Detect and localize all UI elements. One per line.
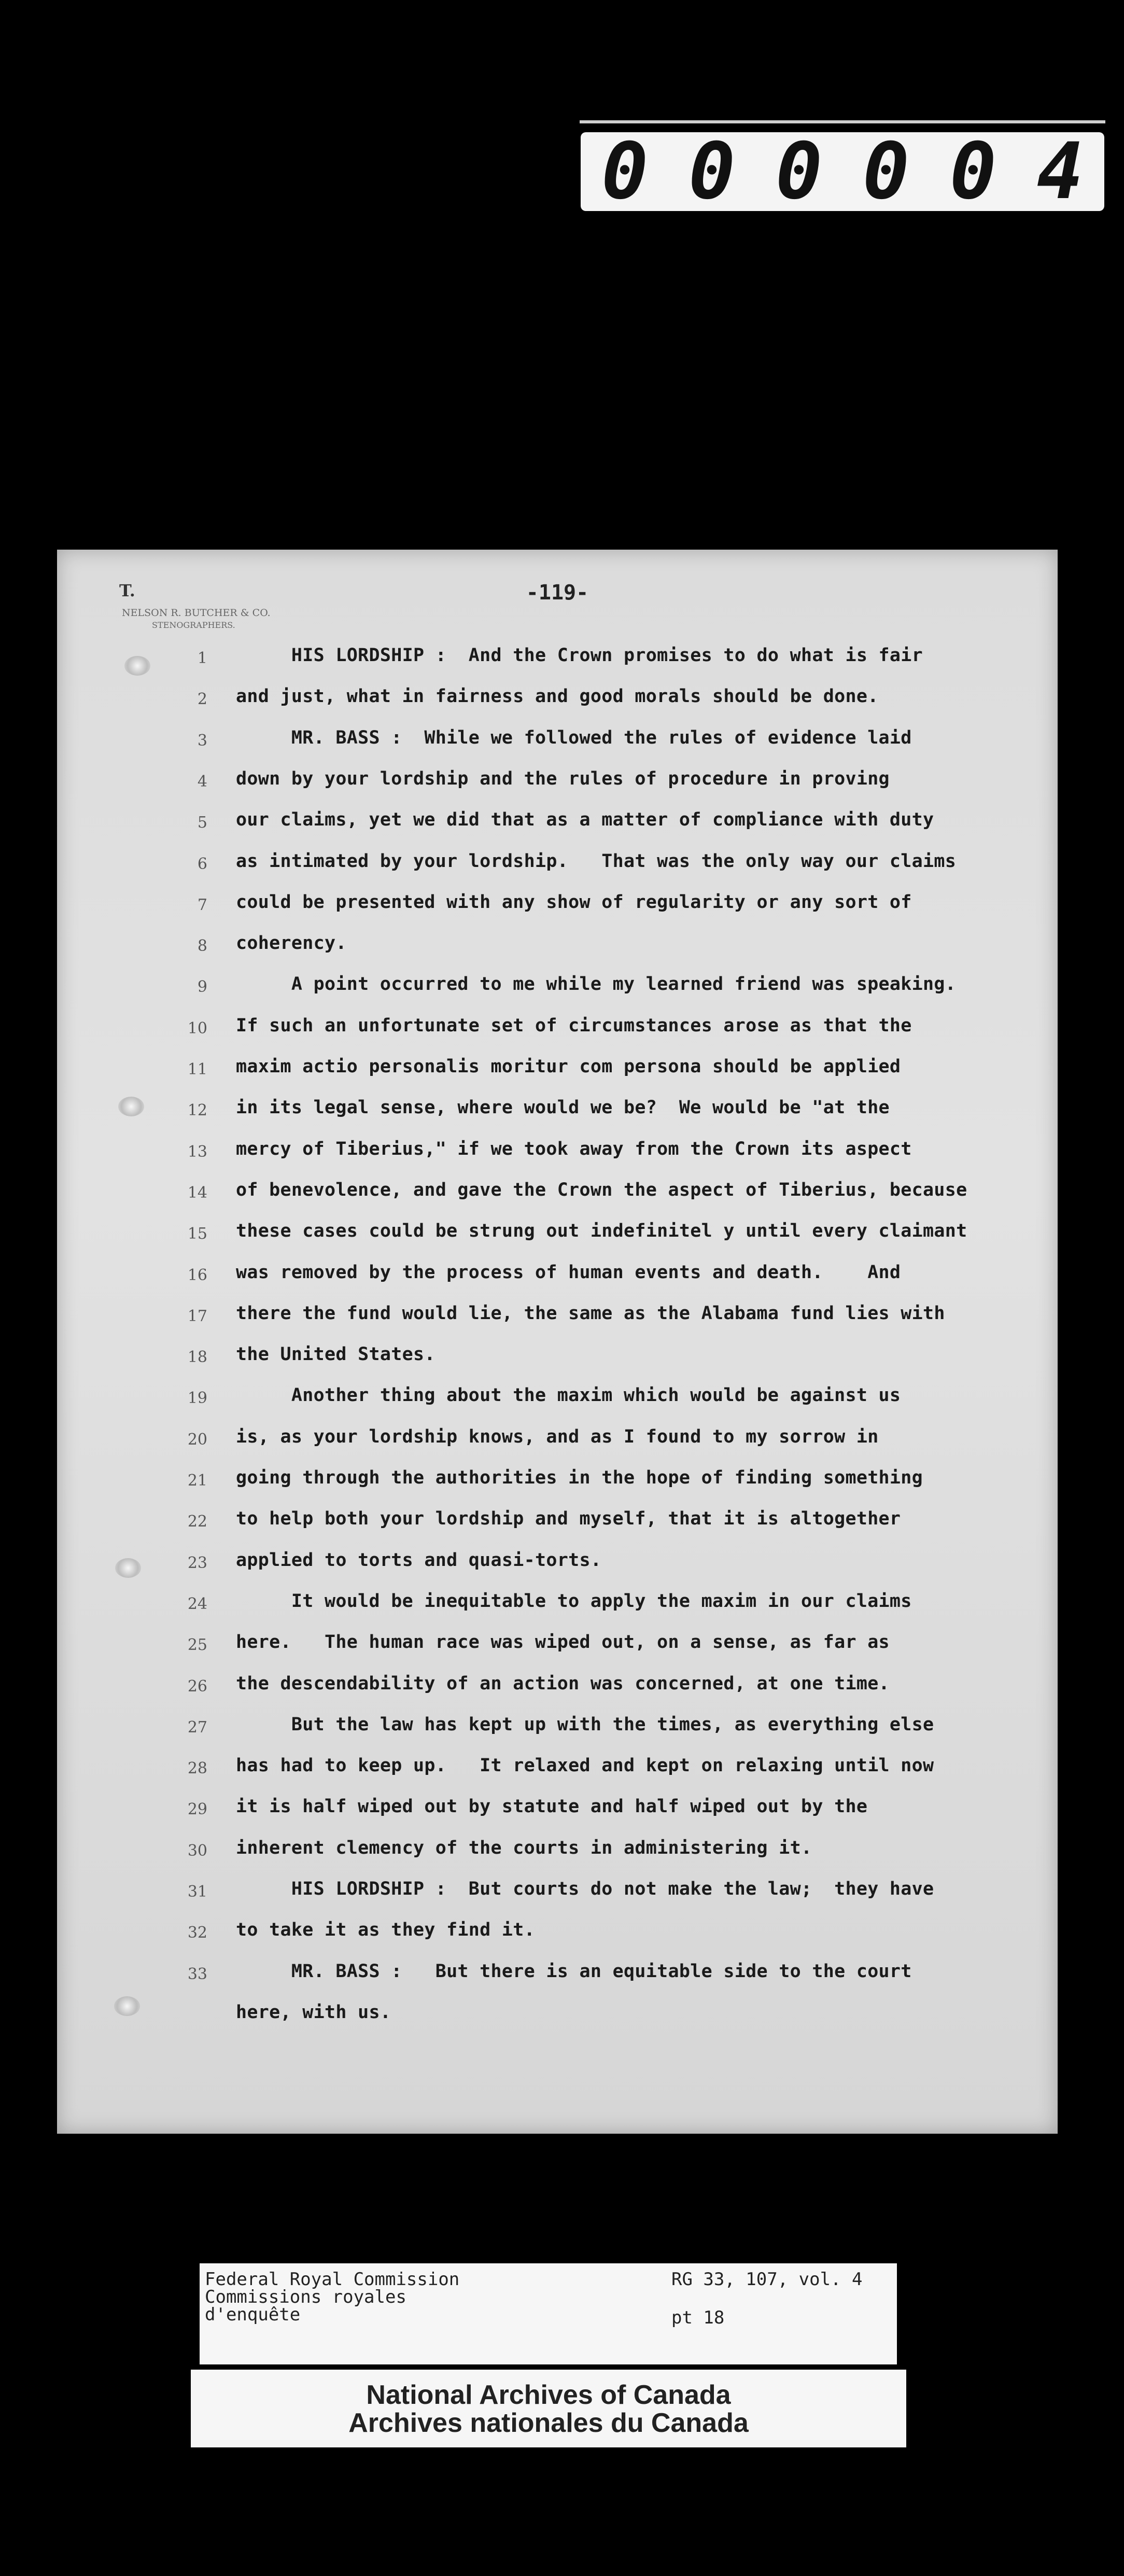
- transcript-line: [57, 1707, 1058, 1748]
- line-number: 33: [187, 1965, 207, 1983]
- archives-name-fr: Archives nationales du Canada: [348, 2408, 749, 2438]
- reference-block: [671, 2271, 862, 2327]
- line-text: here, with us.: [236, 2001, 391, 2023]
- line-number: 16: [187, 1266, 207, 1284]
- transcript-line: [57, 1543, 1058, 1584]
- line-number: 17: [187, 1307, 207, 1325]
- line-text: maxim actio personalis moritur com persona should be applied: [236, 1056, 901, 1077]
- transcript-line: [57, 1912, 1058, 1953]
- line-number: 9: [197, 978, 207, 997]
- line-number: 28: [187, 1759, 207, 1778]
- transcript-line: [57, 1625, 1058, 1665]
- line-number: 25: [187, 1636, 207, 1655]
- archives-name-en: National Archives of Canada: [366, 2380, 731, 2410]
- transcript-line: [57, 885, 1058, 926]
- transcript-line: [57, 1378, 1058, 1419]
- counter-rule: [580, 120, 1105, 123]
- transcript-line: [57, 1995, 1058, 2036]
- transcript-line: [57, 1789, 1058, 1830]
- transcript-line: [57, 1090, 1058, 1131]
- line-text: mercy of Tiberius," if we took away from the Crown its aspect: [236, 1138, 912, 1159]
- line-text: our claims, yet we did that as a matter of compliance with duty: [236, 809, 934, 831]
- line-text: HIS LORDSHIP : But courts do not make the law; they have: [236, 1879, 934, 1899]
- transcript-line: [57, 802, 1058, 843]
- line-text: is, as your lordship knows, and as I found to my sorrow in: [236, 1426, 879, 1447]
- line-text: MR. BASS : But there is an equitable side to the court: [236, 1961, 912, 1982]
- line-number: 27: [187, 1718, 207, 1737]
- line-text: in its legal sense, where would we be? We would be "at the: [236, 1097, 890, 1118]
- transcript-line: [57, 1008, 1058, 1049]
- line-text: to help both your lordship and myself, that it is altogether: [236, 1508, 901, 1530]
- line-text: It would be inequitable to apply the maxim in our claims: [236, 1590, 912, 1612]
- line-text: A point occurred to me while my learned friend was speaking.: [236, 974, 957, 995]
- line-number: 10: [187, 1019, 207, 1038]
- frame-digit: 0: [601, 127, 649, 217]
- frame-digit: 0: [862, 127, 910, 217]
- line-number: 18: [187, 1348, 207, 1367]
- line-text: the descendability of an action was concerned, at one time.: [236, 1673, 890, 1694]
- line-text: inherent clemency of the courts in administering it.: [236, 1837, 812, 1858]
- transcript-line: [57, 1255, 1058, 1296]
- line-number: 12: [187, 1101, 207, 1120]
- line-number: 22: [187, 1513, 207, 1531]
- line-number: 13: [187, 1142, 207, 1161]
- line-number: 6: [197, 855, 207, 873]
- transcript-line: [57, 638, 1058, 679]
- transcript-line: [57, 1830, 1058, 1871]
- frame-counter: [581, 127, 1104, 217]
- transcript-line: [57, 1172, 1058, 1213]
- transcript-line: [57, 761, 1058, 802]
- firm-name-line: NELSON R. BUTCHER & CO.: [122, 607, 271, 619]
- line-text: coherency.: [236, 933, 347, 954]
- line-number: 29: [187, 1800, 207, 1819]
- line-number: 2: [197, 690, 207, 709]
- line-text: applied to torts and quasi-torts.: [236, 1549, 602, 1571]
- firm-subtitle-line: STENOGRAPHERS.: [152, 620, 235, 630]
- line-number: 32: [187, 1924, 207, 1942]
- transcript-line: [57, 1419, 1058, 1460]
- archive-reference-label: [200, 2263, 897, 2364]
- line-text: it is half wiped out by statute and half wiped out by the: [236, 1796, 868, 1817]
- commission-name-fr-2: d'enquête: [205, 2304, 301, 2325]
- commission-name-fr: Commissions royales: [205, 2287, 406, 2307]
- frame-digit: 4: [1036, 127, 1084, 217]
- line-text: could be presented with any show of regularity or any sort of: [236, 891, 912, 913]
- commission-name: [205, 2271, 459, 2323]
- transcript-line: [57, 1584, 1058, 1625]
- transcript-line: [57, 1954, 1058, 1995]
- line-number: 24: [187, 1594, 207, 1613]
- line-number: 5: [197, 814, 207, 832]
- transcript-line: [57, 679, 1058, 720]
- line-number: 3: [197, 731, 207, 750]
- transcript-line: [57, 1213, 1058, 1254]
- line-number: 23: [187, 1553, 207, 1572]
- part-number: pt 18: [671, 2307, 725, 2328]
- page-number: -119-: [526, 581, 589, 605]
- line-text: going through the authorities in the hope of finding something: [236, 1467, 923, 1488]
- line-text: there the fund would lie, the same as the Alabama fund lies with: [236, 1303, 945, 1324]
- transcript-line: [57, 1871, 1058, 1912]
- line-number: 14: [187, 1183, 207, 1202]
- line-text: But the law has kept up with the times, as everything else: [236, 1714, 934, 1735]
- transcript-line: [57, 926, 1058, 967]
- line-text: to take it as they find it.: [236, 1920, 536, 1941]
- line-text: MR. BASS : While we followed the rules of evidence laid: [236, 727, 912, 748]
- transcript-line: [57, 967, 1058, 1007]
- transcript-line: [57, 844, 1058, 885]
- transcript-line: [57, 1460, 1058, 1501]
- line-text: If such an unfortunate set of circumstances arose as that the: [236, 1015, 912, 1036]
- transcript-line: [57, 1296, 1058, 1337]
- record-group-reference: RG 33, 107, vol. 4: [671, 2269, 863, 2290]
- line-text: Another thing about the maxim which would be against us: [236, 1385, 901, 1406]
- frame-digit: 0: [775, 127, 823, 217]
- line-text: and just, what in fairness and good morals should be done.: [236, 686, 879, 707]
- transcript-line: [57, 720, 1058, 761]
- transcript-line: [57, 1337, 1058, 1378]
- transcript-line: [57, 1501, 1058, 1542]
- line-text: down by your lordship and the rules of procedure in proving: [236, 768, 890, 789]
- page-letter: T.: [119, 581, 135, 600]
- line-number: 8: [197, 937, 207, 956]
- transcript-line: [57, 1666, 1058, 1707]
- line-number: 20: [187, 1430, 207, 1449]
- national-archives-label: [191, 2370, 906, 2447]
- line-number: 19: [187, 1389, 207, 1408]
- transcript-line: [57, 1748, 1058, 1789]
- line-text: of benevolence, and gave the Crown the aspect of Tiberius, because: [236, 1179, 967, 1200]
- transcript-line: [57, 1049, 1058, 1090]
- line-text: here. The human race was wiped out, on a sense, as far as: [236, 1632, 890, 1653]
- line-text: the United States.: [236, 1344, 435, 1365]
- line-number: 31: [187, 1883, 207, 1901]
- line-number: 21: [187, 1472, 207, 1490]
- line-text: as intimated by your lordship. That was the only way our claims: [236, 850, 957, 872]
- line-number: 30: [187, 1841, 207, 1860]
- line-number: 1: [197, 649, 207, 667]
- transcript-line: [57, 1131, 1058, 1172]
- frame-digit: 0: [949, 127, 997, 217]
- frame-digit: 0: [688, 127, 736, 217]
- stenographer-firm: [122, 607, 271, 632]
- line-number: 11: [187, 1060, 207, 1079]
- transcript-page: [57, 550, 1058, 2134]
- line-number: 15: [187, 1225, 207, 1243]
- line-text: HIS LORDSHIP : And the Crown promises to do what is fair: [236, 645, 923, 666]
- line-text: was removed by the process of human events and death. And: [236, 1262, 901, 1283]
- line-number: 4: [197, 772, 207, 791]
- line-text: has had to keep up. It relaxed and kept on relaxing until now: [236, 1755, 934, 1776]
- line-text: these cases could be strung out indefinitel y until every claimant: [236, 1221, 967, 1242]
- commission-name-en: Federal Royal Commission: [205, 2269, 460, 2290]
- line-number: 26: [187, 1677, 207, 1696]
- line-number: 7: [197, 895, 207, 914]
